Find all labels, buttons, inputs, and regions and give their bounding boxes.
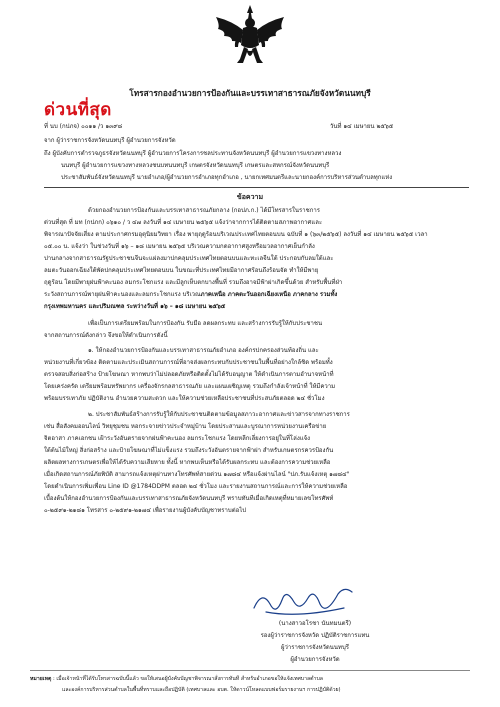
footnote-text-1: : เมื่อเจ้าหน้าที่ได้รับโทรสารฉบับนี้แล้ว ขอให้เสนอผู้บังคับบัญชาพิจารณาสั่งการทันที สำหรับอำเภอขอให้แจ้งเทศบาลตำบล (53, 676, 323, 682)
para1-line-4: ๐๕.๐๐ น. แจ้งว่า ในช่วงวันที่ ๑๖ – ๑๘ เมษายน ๒๕๖๕ บริเวณความกดอากาศสูงหรือมวลอากาศเย็นกำลัง (44, 243, 315, 250)
footnote-label: หมายเหตุ (30, 676, 52, 682)
document-number: ที่ นบ (กปภจ) ๐๐๑๑ /ว ๑๓๙๘ (44, 123, 123, 130)
para1-line-6: ลมตะวันออกเฉียงใต้พัดปกคลุมประเทศไทยตอนบน ในขณะที่ประเทศไทยมีอากาศร้อนถึงร้อนจัด ทำให้มีพายุ (44, 267, 319, 274)
footnote-line-2: และองค์การบริหารส่วนตำบลในพื้นที่ทราบและถือปฏิบัติ (เทศบาลและ อบต. ให้ดาวน์โหลดแบบฟอร์มรายงานฯ การปฏิบัติด้วย) (62, 687, 341, 693)
item2-line-4: ใต้ต้นไม้ใหญ่ สิ่งก่อสร้าง และป้ายโฆษณาที่ไม่แข็งแรง รวมถึงระวังอันตรายจากฟ้าผ่า สำหรับเกษตรกรควรป้องกัน (44, 447, 334, 454)
item2-line-3: จิตอาสา ภาคเอกชน เฝ้าระวังอันตรายจากฝนฟ้าคะนอง ลมกระโชกแรง โดยหลีกเลี่ยงการอยู่ในที่โล่งแจ้ง (44, 435, 311, 442)
para1-line-8 (44, 289, 337, 301)
to-line-2: นนทบุรี ผู้อำนวยการแขวงทางหลวงชนบทนนทบุรี เกษตรจังหวัดนนทบุรี เกษตรและสหกรณ์จังหวัดนนทบุรี (61, 162, 330, 169)
para2-line-1: เพื่อเป็นการเตรียมพร้อมในการป้องกัน รับมือ ลดผลกระทบ และสร้างการรับรู้ให้กับประชาชน (88, 320, 323, 327)
signatory-position-3: ผู้อำนวยการจังหวัด (290, 656, 340, 663)
para1-line-8-text: ระวังสถานการณ์พายุฝนฟ้าคะนองและลมกระโชกแรง บริเวณ (44, 291, 201, 298)
para2-line-2: จากสถานการณ์ดังกล่าว จึงขอให้ดำเนินการดังนี้ (44, 332, 168, 339)
para1-line-5: ปานกลางจากสาธารณรัฐประชาชนจีนจะแผ่ลงมาปกคลุมประเทศไทยตอนบนและทะเลจีนใต้ ประกอบกับลมใต้และ (44, 255, 334, 262)
item2-line-1: ๒. ประชาสัมพันธ์สร้างการรับรู้ให้กับประชาชนติดตามข้อมูลสภาวะอากาศและข่าวสารจากทางราชการ (88, 411, 350, 418)
para1-line-1: ด้วยกองอำนวยการป้องกันและบรรเทาสาธารณภัยกลาง (กอปภ.ก.) ได้มีโทรสารในราชการ (88, 207, 320, 214)
signatory-position-1: รองผู้ว่าราชการจังหวัด ปฏิบัติราชการแทน (260, 632, 370, 639)
para1-line-7: ฤดูร้อน โดยมีพายุฝนฟ้าคะนอง ลมกระโชกแรง และมีลูกเห็บตกบางพื้นที่ รวมถึงอาจมีฟ้าผ่าเกิดขึ้นด้วย สำหรับพื้นที่ฝ่า (44, 279, 343, 286)
footnote-divider (30, 670, 470, 671)
to-line-1: ถึง ผู้บังคับการตำรวจภูธรจังหวัดนนทบุรี ผู้อำนวยการโครงการชลประทานจังหวัดนนทบุรี ผู้อำนวยการแขวงทางหลวง (44, 150, 342, 157)
item2-line-8: เบื้องต้นให้กองอำนวยการป้องกันและบรรเทาสาธารณภัยจังหวัดนนทบุรี ทราบทันทีเมื่อเกิดเหตุที่หมายเลขโทรศัพท์ (44, 495, 334, 502)
item2-line-6: เมื่อเกิดสถานการณ์ภัยพิบัติ สามารถแจ้งเหตุผ่านทางโทรศัพท์สายด่วน ๑๗๘๔ หรือแจ้งผ่านไลน์ "ปภ.รับแจ้งเหตุ ๑๗๘๔" (44, 471, 350, 478)
to-line-3: ประชาสัมพันธ์จังหวัดนนทบุรี นายอำเภอ/ผู้อำนวยการอำเภอทุกอำเภอ , นายกเทศมนตรีและนายกองค์การบริหารส่วนตำบลทุกแห่ง (61, 174, 393, 181)
garuda-emblem (210, 3, 290, 75)
item1-line-3: ตรวจสอบสิ่งก่อสร้าง ป้ายโฆษณา หากพบว่าไม่ปลอดภัยหรือติดตั้งไม่ได้รับอนุญาต ให้ดำเนินการตามอำนาจหน้าที่ (44, 371, 334, 378)
para1-line-3: พิจารณาปัจจัยเสี่ยง ตามประกาศกรมอุตุนิยมวิทยา เรื่อง พายุฤดูร้อนบริเวณประเทศไทยตอนบน ฉบับที่ ๑ (๖๓/๒๕๖๕) ลงวันที่ ๑๔ เมษายน ๒๕๖๕ เวลา (44, 231, 428, 238)
para1-bold-regions: ภาคเหนือ ภาคตะวันออกเฉียงเหนือ ภาคกลาง รวมทั้ง (200, 291, 338, 298)
document-title: โทรสารกองอำนวยการป้องกันและบรรเทาสาธารณภัยจังหวัดนนทบุรี (129, 88, 371, 98)
handwritten-signature (248, 582, 358, 622)
item2-line-2: เช่น สื่อสังคมออนไลน์ วิทยุชุมชน หอกระจายข่าวประจำหมู่บ้าน โดยประสานและบูรณาการหน่วยงานเครือข่าย (44, 423, 327, 430)
item2-line-5: ผลิตผลทางการเกษตรเพื่อให้ได้รับความเสียหาย ทั้งนี้ หากพบเห็นหรือได้รับผลกระทบ และต้องการความช่วยเหลือ (44, 459, 331, 466)
signatory-position-2: ผู้ว่าราชการจังหวัดนนทบุรี (281, 644, 349, 651)
footnote-line-1 (30, 674, 323, 684)
item1-line-4: โดยเคร่งครัด เตรียมพร้อมทรัพยากร เครื่องจักรกลสาธารณภัย และแผนเผชิญเหตุ รวมถึงกำลังเจ้าหน้าที่ ให้มีความ (44, 383, 336, 390)
para1-line-2: ด่วนที่สุด ที่ มท (กปภก) ๐๖๑๐ / ว ๔๗ ลงวันที่ ๑๔ เมษายน ๒๕๖๕ แจ้งว่าจากการได้ติดตามสภาพอากาศและ (44, 219, 323, 226)
header-divider (44, 187, 469, 188)
item2-line-9: ๐-๒๕๙๑-๒๑๘๑ โทรสาร ๐-๒๕๙๑-๒๑๗๔ เพื่อรายงานผู้บังคับบัญชาทราบต่อไป (44, 507, 247, 514)
signatory-name: (นางสาวอโรชา นันทมนตรี) (278, 620, 352, 627)
item1-line-2: หน่วยงานที่เกี่ยวข้อง ติดตามและประเมินสถานการณ์ที่อาจส่งผลกระทบกับประชาชนในพื้นที่อย่างใกล้ชิด พร้อมทั้ง (44, 359, 333, 366)
from-line (44, 135, 176, 147)
item1-line-5: พร้อมบรรเทาภัย ปฏิบัติงาน อำนวยความสะดวก และให้ความช่วยเหลือประชาชนที่ประสบภัยตลอด ๒๔ ชั่วโมง (44, 395, 325, 402)
urgency-label: ด่วนที่สุด (44, 100, 112, 120)
item2-line-7: โดยดำเนินการเพิ่มเพื่อน Line ID @1784DDPM ตลอด ๒๔ ชั่วโมง และรายงานสถานการณ์และการให้ความช่วยเหลือ (44, 483, 348, 490)
document-date: วันที่ ๑๔ เมษายน ๒๕๖๕ (330, 123, 394, 130)
para1-bold-period: กรุงเทพมหานคร และปริมณฑล ระหว่างวันที่ ๑๖ – ๑๘ เมษายน ๒๕๖๕ (44, 303, 226, 310)
item1-line-1: ๑. ให้กองอำนวยการป้องกันและบรรเทาสาธารณภัยอำเภอ องค์กรปกครองส่วนท้องถิ่น และ (88, 347, 319, 354)
section-title: ข้อความ (236, 193, 264, 201)
from-text: จาก ผู้ว่าราชการจังหวัดนนทบุรี ผู้อำนวยการจังหวัด (44, 137, 176, 144)
